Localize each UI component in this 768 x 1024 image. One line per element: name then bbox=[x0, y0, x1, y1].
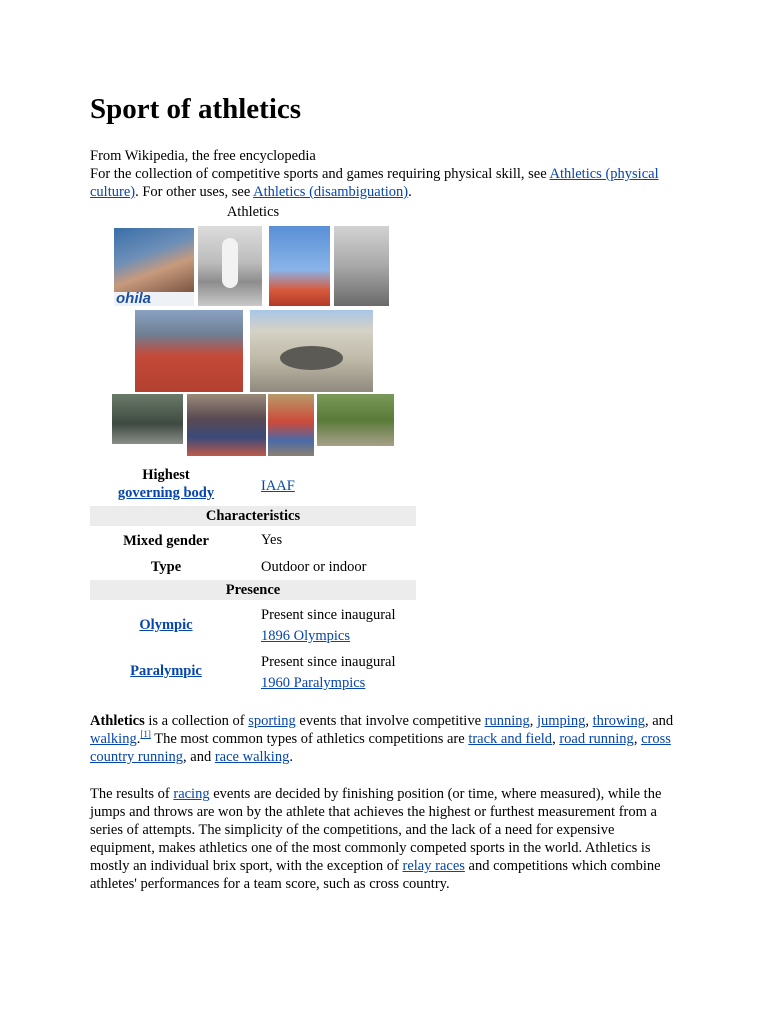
page-title: Sport of athletics bbox=[90, 93, 302, 125]
cross-country-running-link[interactable]: cross country running bbox=[90, 731, 671, 765]
paralympic-value bbox=[261, 652, 396, 694]
results-paragraph bbox=[90, 785, 680, 893]
mixed-gender-value: Yes bbox=[261, 532, 283, 548]
photo-logo-text: ohila bbox=[116, 290, 152, 306]
olympic-label bbox=[90, 616, 242, 634]
text: and competitions which combine athletes' performances for a team score, such as cross country. bbox=[90, 858, 661, 892]
iaaf-link[interactable]: IAAF bbox=[261, 478, 295, 494]
olympic-value-text: Present since inaugural bbox=[261, 607, 396, 623]
olympic-value bbox=[261, 605, 396, 647]
paralympics-1960-link[interactable]: 1960 Paralympics bbox=[261, 675, 366, 691]
hatnote-prefix: For the collection of competitive sports and games requiring physical skill, see bbox=[90, 166, 550, 182]
text: The most common types of athletics competitions are bbox=[150, 731, 469, 747]
text: , bbox=[633, 731, 642, 747]
photo-track-oval bbox=[280, 346, 343, 370]
racing-link[interactable]: racing bbox=[173, 786, 210, 802]
athletics-bold: Athletics bbox=[90, 713, 145, 729]
hatnote bbox=[90, 165, 680, 201]
governing-label-line1: Highest bbox=[142, 467, 190, 483]
photo-road-runners[interactable] bbox=[268, 394, 314, 456]
photo-thrower[interactable] bbox=[198, 226, 262, 306]
throwing-link[interactable]: throwing bbox=[592, 713, 645, 729]
sporting-link[interactable]: sporting bbox=[248, 713, 296, 729]
text: , and bbox=[644, 713, 674, 729]
text: , bbox=[529, 713, 537, 729]
text: . bbox=[289, 749, 293, 765]
olympics-1896-link[interactable]: 1896 Olympics bbox=[261, 628, 351, 644]
photo-pole-vault[interactable] bbox=[269, 226, 330, 306]
governing-body-link[interactable]: governing body bbox=[117, 485, 215, 501]
race-walking-link[interactable]: race walking bbox=[214, 749, 290, 765]
photo-hurdler-historic[interactable] bbox=[334, 226, 389, 306]
text: The results of bbox=[90, 786, 174, 802]
photo-hurdles-race[interactable] bbox=[135, 310, 243, 392]
jumping-link[interactable]: jumping bbox=[537, 713, 586, 729]
track-and-field-link[interactable]: track and field bbox=[468, 731, 553, 747]
road-running-link[interactable]: road running bbox=[559, 731, 634, 747]
paralympic-label bbox=[90, 662, 242, 680]
paralympic-value-text: Present since inaugural bbox=[261, 654, 396, 670]
governing-value bbox=[261, 476, 295, 497]
infobox-caption: Athletics bbox=[226, 204, 280, 220]
photo-marathon-crowd[interactable] bbox=[187, 394, 266, 456]
relay-races-link[interactable]: relay races bbox=[402, 858, 465, 874]
presence-header: Presence bbox=[90, 580, 416, 600]
governing-label bbox=[90, 466, 242, 502]
olympic-link[interactable]: Olympic bbox=[139, 617, 193, 633]
text: , bbox=[585, 713, 593, 729]
hatnote-suffix: . bbox=[408, 184, 412, 200]
hatnote-middle: . For other uses, see bbox=[135, 184, 254, 200]
text: , bbox=[552, 731, 560, 747]
paralympic-link[interactable]: Paralympic bbox=[130, 663, 202, 679]
running-link[interactable]: running bbox=[484, 713, 530, 729]
photo-cross-country[interactable] bbox=[317, 394, 394, 446]
photo-stadium[interactable] bbox=[250, 310, 373, 392]
text: events that involve competitive bbox=[295, 713, 485, 729]
type-label: Type bbox=[150, 559, 182, 575]
from-line: From Wikipedia, the free encyclopedia bbox=[90, 148, 316, 164]
reference-1-link[interactable]: [1] bbox=[140, 729, 151, 739]
athletics-physical-culture-link[interactable]: Athletics (physical culture) bbox=[90, 166, 659, 200]
athletics-disambiguation-link[interactable]: Athletics (disambiguation) bbox=[253, 184, 409, 200]
photo-figure bbox=[222, 238, 238, 288]
intro-paragraph bbox=[90, 712, 680, 766]
text: . bbox=[136, 731, 141, 747]
text: events are decided by finishing position (or time, where measured), while the jumps and throws are won by the athlete that achieves the highest or furthest measurement from a series of attempts. The simplicity of the competitions, and the lack of a need for expensive equipment, makes athletics one of the most commonly competed sports in the world. Athletics is mostly an individual brix sport, with the exception of bbox=[90, 786, 662, 874]
walking-link[interactable]: walking bbox=[90, 731, 137, 747]
photo-race-walkers[interactable] bbox=[112, 394, 183, 444]
mixed-gender-label: Mixed gender bbox=[123, 533, 209, 549]
type-value: Outdoor or indoor bbox=[261, 559, 367, 575]
photo-sprinter-women[interactable] bbox=[114, 228, 194, 306]
text: is a collection of bbox=[144, 713, 249, 729]
characteristics-header: Characteristics bbox=[90, 506, 416, 526]
text: , and bbox=[183, 749, 215, 765]
